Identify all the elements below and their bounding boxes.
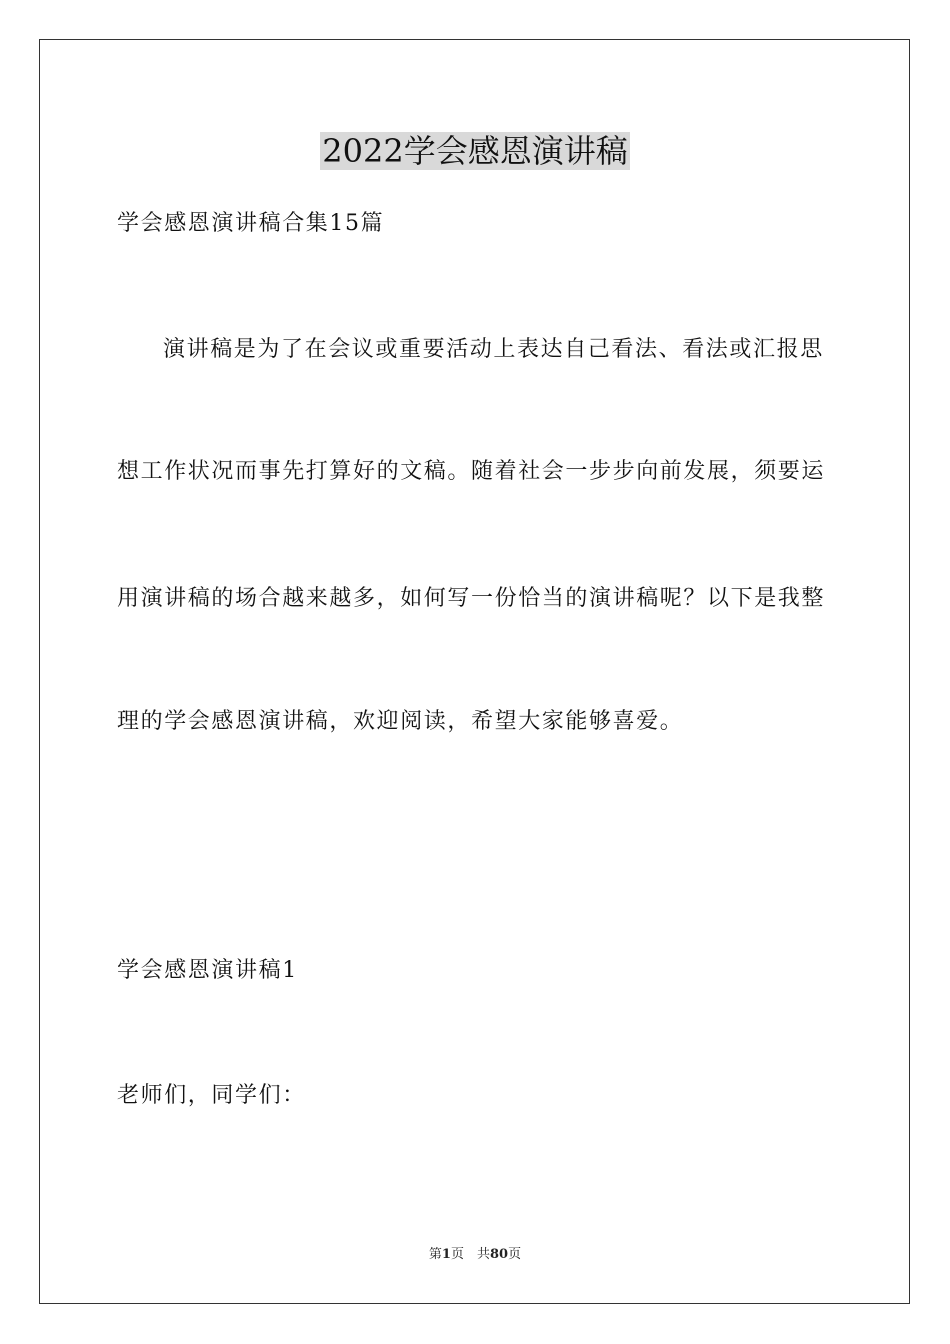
- footer-page-suffix: 页: [508, 1247, 522, 1262]
- intro-line-3: 用演讲稿的场合越来越多，如何写一份恰当的演讲稿呢？以下是我整: [117, 586, 826, 611]
- page-footer: [0, 1246, 950, 1264]
- intro-line-4: 理的学会感恩演讲稿，欢迎阅读，希望大家能够喜爱。: [117, 709, 684, 734]
- section-heading: 学会感恩演讲稿1: [117, 958, 298, 983]
- footer-page-current: 1: [441, 1247, 451, 1262]
- greeting: 老师们，同学们：: [117, 1083, 306, 1108]
- footer-page-total: 80: [489, 1247, 509, 1262]
- document-subtitle: 学会感恩演讲稿合集15篇: [117, 211, 385, 236]
- document-title: [0, 128, 950, 174]
- intro-line-2: 想工作状况而事先打算好的文稿。随着社会一步步向前发展，须要运: [117, 459, 826, 484]
- footer-page-prefix: 第: [428, 1247, 442, 1262]
- document-title-text: 2022学会感恩演讲稿: [322, 132, 628, 170]
- footer-page-mid: 页 共: [450, 1247, 490, 1262]
- intro-line-1: 演讲稿是为了在会议或重要活动上表达自己看法、看法或汇报思: [163, 337, 824, 362]
